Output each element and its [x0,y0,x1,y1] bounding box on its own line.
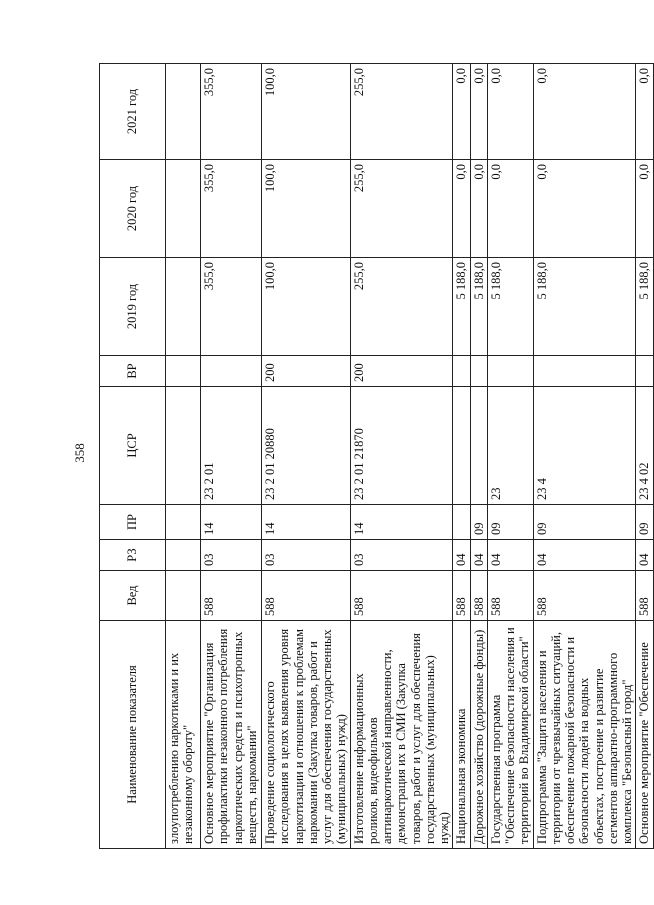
cell-2021: 0,0 [470,64,487,160]
cell-2019: 5 188,0 [470,258,487,356]
cell-name: Государственная программа "Обеспечение безопасности населения и территорий во Владимирской области" [487,621,533,849]
cell-vr: 200 [350,356,453,387]
cell-2020: 355,0 [201,160,262,258]
table-row [487,64,533,849]
cell-rz: 04 [487,540,533,571]
cell-rz: 03 [262,540,351,571]
cell-csr [470,387,487,505]
header-csr: ЦСР [100,387,166,505]
cell-pr [166,505,201,540]
cell-name: Основное мероприятие "Обеспечение [636,621,653,849]
table-row [350,64,453,849]
cell-rz: 03 [350,540,453,571]
cell-vr [470,356,487,387]
header-ved: Вед [100,571,166,621]
cell-2020: 0,0 [470,160,487,258]
page-number: 358 [72,443,87,463]
cell-csr: 23 2 01 [201,387,262,505]
cell-2021: 0,0 [453,64,470,160]
cell-vr: 200 [262,356,351,387]
cell-name: Дорожное хозяйство (дорожные фонды) [470,621,487,849]
cell-vr [636,356,653,387]
cell-csr: 23 4 02 [636,387,653,505]
cell-csr [453,387,470,505]
cell-vr [487,356,533,387]
cell-rz [166,540,201,571]
cell-2021: 255,0 [350,64,453,160]
cell-rz: 04 [453,540,470,571]
table-row [453,64,470,849]
table-row [262,64,351,849]
cell-name: Подпрограмма "Защита населения и территории от чрезвычайных ситуаций, обеспечение пожарной безопасности и безопасности людей на водных объектах, построение и развитие сегментов аппаратно-программного комплекса "Безопасный город" [533,621,636,849]
cell-ved: 588 [201,571,262,621]
table-row [636,64,653,849]
cell-2021: 0,0 [533,64,636,160]
header-rz: РЗ [100,540,166,571]
cell-ved: 588 [487,571,533,621]
cell-2021: 0,0 [636,64,653,160]
cell-ved [166,571,201,621]
cell-2020: 0,0 [453,160,470,258]
cell-2020: 100,0 [262,160,351,258]
cell-2021: 0,0 [487,64,533,160]
cell-2020: 255,0 [350,160,453,258]
cell-2019: 100,0 [262,258,351,356]
cell-rz: 04 [533,540,636,571]
cell-2020 [166,160,201,258]
cell-2020: 0,0 [636,160,653,258]
cell-2020: 0,0 [487,160,533,258]
table-header-row [100,64,166,849]
cell-ved: 588 [350,571,453,621]
cell-csr [166,387,201,505]
cell-2021: 100,0 [262,64,351,160]
cell-ved: 588 [636,571,653,621]
cell-ved: 588 [453,571,470,621]
cell-rz: 03 [201,540,262,571]
header-vr: ВР [100,356,166,387]
rotated-table-container [99,64,652,849]
cell-2021: 355,0 [201,64,262,160]
cell-name: злоупотреблению наркотиками и их незаконному обороту" [166,621,201,849]
cell-2019: 5 188,0 [636,258,653,356]
cell-pr: 14 [201,505,262,540]
table-row [166,64,201,849]
cell-vr [166,356,201,387]
cell-pr [453,505,470,540]
cell-vr [201,356,262,387]
cell-2019: 255,0 [350,258,453,356]
cell-rz: 04 [470,540,487,571]
header-2021: 2021 год [100,64,166,160]
cell-ved: 588 [533,571,636,621]
cell-2021 [166,64,201,160]
header-2020: 2020 год [100,160,166,258]
table-row [201,64,262,849]
cell-pr: 09 [487,505,533,540]
cell-2019 [166,258,201,356]
cell-csr: 23 2 01 20880 [262,387,351,505]
cell-name: Основное мероприятие "Организация профилактики незаконного потребления наркотических средств и психотропных веществ, наркомании" [201,621,262,849]
cell-2020: 0,0 [533,160,636,258]
cell-2019: 5 188,0 [533,258,636,356]
cell-name: Проведение социологического исследования в целях выявления уровня наркотизации и отношения к проблемам наркомании (Закупка товаров, работ и услуг для обеспечения государственных (муниципальных) нужд) [262,621,351,849]
cell-ved: 588 [262,571,351,621]
cell-csr: 23 4 [533,387,636,505]
header-name: Наименование показателя [100,621,166,849]
cell-csr: 23 2 01 21870 [350,387,453,505]
header-2019: 2019 год [100,258,166,356]
cell-vr [453,356,470,387]
cell-vr [533,356,636,387]
cell-pr: 09 [533,505,636,540]
cell-pr: 09 [470,505,487,540]
cell-pr: 14 [350,505,453,540]
cell-pr: 14 [262,505,351,540]
header-pr: ПР [100,505,166,540]
cell-2019: 5 188,0 [487,258,533,356]
cell-2019: 355,0 [201,258,262,356]
cell-name: Изготовление информационных роликов, видеофильмов антинаркотической направленности, демонстрация их в СМИ (Закупка товаров, работ и услуг для обеспечения государственных (муниципальных) нужд) [350,621,453,849]
budget-table [99,63,654,849]
cell-pr: 09 [636,505,653,540]
cell-ved: 588 [470,571,487,621]
cell-csr: 23 [487,387,533,505]
cell-2019: 5 188,0 [453,258,470,356]
cell-name: Национальная экономика [453,621,470,849]
cell-rz: 04 [636,540,653,571]
table-row [533,64,636,849]
table-row [470,64,487,849]
